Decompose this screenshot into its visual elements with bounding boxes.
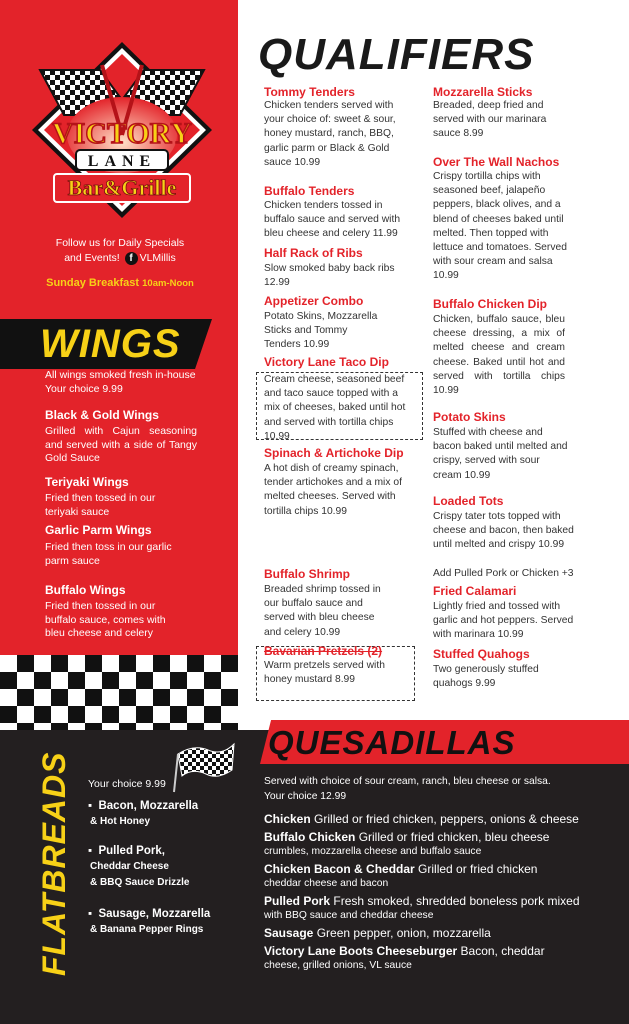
appetizer-desc: Lightly fried and tossed with garlic and hot peppers. Served with marinara 10.99	[433, 601, 574, 641]
checkered-flag-band	[0, 655, 238, 730]
quesadilla-sub: cheddar cheese and bacon	[264, 878, 389, 889]
wings-choice: Your choice 9.99	[45, 382, 123, 395]
quesadilla-desc: Bacon, cheddar	[460, 944, 545, 958]
appetizer-name: Spinach & Artichoke Dip	[264, 446, 404, 460]
appetizer-desc: Crispy tortilla chips with seasoned beef, jalapeño peppers, black olives, and a blend of cheeses baked until melted. Then topped with lettuce and tomatoes. Served with sour cream and salsa 10.99	[433, 171, 567, 282]
appetizer-name: Fried Calamari	[433, 584, 517, 598]
appetizer-desc: A hot dish of creamy spinach, tender artichokes and a mix of melted cheeses. Served with tortilla chips 10.99	[264, 463, 402, 517]
quesadilla-desc: Fresh smoked, shredded boneless pork mixed	[333, 894, 580, 908]
appetizer-name: Stuffed Quahogs	[433, 647, 530, 661]
flatbread-line1: Bacon, Mozzarella	[98, 800, 199, 812]
qualifiers-title: QUALIFIERS	[258, 30, 535, 79]
logo-lane-text: LANE	[87, 153, 157, 170]
quesadilla-item	[264, 925, 614, 941]
quesadilla-desc: Grilled or fried chicken	[418, 862, 538, 876]
wing-item-desc: Fried then toss in our garlic parm sauce	[45, 541, 172, 567]
facebook-icon: f	[125, 252, 138, 265]
flatbread-line1: Sausage, Mozzarella	[98, 908, 211, 920]
quesadilla-sub: with BBQ sauce and cheddar cheese	[264, 910, 434, 921]
appetizer-desc: Breaded, deep fried and served with our marinara sauce 8.99	[433, 100, 547, 140]
breakfast-label: Sunday Breakfast	[46, 277, 140, 289]
flatbread-line2: & Hot Honey	[90, 816, 150, 827]
wing-item-name: Teriyaki Wings	[45, 475, 129, 489]
quesadilla-desc: Grilled or fried chicken, bleu cheese	[358, 830, 550, 844]
flatbread-item: ▪ Bacon, Mozzarella & Hot Honey	[88, 798, 198, 830]
appetizer-name: Over The Wall Nachos	[433, 155, 560, 169]
appetizer-extra: Add Pulled Pork or Chicken +3	[433, 568, 574, 579]
quesadilla-item	[264, 893, 614, 922]
quesadillas-intro	[264, 775, 614, 804]
appetizer-name: Appetizer Combo	[264, 294, 364, 308]
quesadilla-name: Chicken	[264, 812, 311, 826]
quesadilla-desc: Grilled or fried chicken, peppers, onions & cheese	[314, 812, 579, 826]
quesadillas-choice: Your choice 12.99	[264, 790, 347, 802]
wing-item-name: Buffalo Wings	[45, 583, 126, 597]
quesadilla-name: Pulled Pork	[264, 894, 331, 908]
quesadilla-desc: Green pepper, onion, mozzarella	[316, 926, 491, 940]
quesadilla-name: Sausage	[264, 926, 314, 940]
quesadilla-item	[264, 861, 614, 890]
quesadilla-item	[264, 943, 614, 972]
flatbread-line2: & Banana Pepper Rings	[90, 924, 204, 935]
quesadilla-item	[264, 829, 614, 858]
wing-item-desc: Grilled with Cajun seasoning and served with a side of Tangy Gold Sauce	[45, 425, 197, 464]
appetizer-desc: Cream cheese, seasoned beef and taco sauce topped with a mix of cheeses, baked until hot and served with tortilla chips 10.99	[264, 374, 406, 442]
flatbread-line1: Pulled Pork,	[98, 845, 165, 857]
appetizer-desc: Stuffed with cheese and bacon baked until melted and crispy, served with sour cream 10.99	[433, 427, 568, 481]
wing-item-name: Black & Gold Wings	[45, 408, 159, 422]
social-line1: Follow us for Daily Specials	[55, 237, 185, 249]
appetizer-name: Mozzarella Sticks	[433, 85, 533, 99]
wing-item-name: Garlic Parm Wings	[45, 523, 152, 537]
appetizer-desc: Chicken tenders tossed in buffalo sauce and served with bleu cheese and celery 11.99	[264, 200, 401, 240]
appetizer-desc: Potato Skins, Mozzarella Sticks and Tommy Tenders 10.99	[264, 311, 378, 351]
quesadilla-name: Buffalo Chicken	[264, 830, 356, 844]
flatbreads-title: FLATBREADS	[36, 751, 72, 976]
quesadilla-sub: cheese, grilled onions, VL sauce	[264, 960, 412, 971]
social-line2	[20, 251, 220, 266]
wing-item-desc: Fried then tossed in our buffalo sauce, comes with bleu cheese and celery	[45, 600, 166, 639]
checkered-flag-icon	[172, 738, 236, 794]
appetizer-desc: Crispy tater tots topped with cheese and bacon, then baked until melted and crispy 10.99	[433, 511, 574, 551]
quesadilla-name: Victory Lane Boots Cheeseburger	[264, 944, 458, 958]
sunday-breakfast	[20, 277, 220, 289]
flatbreads-choice: Your choice 9.99	[88, 778, 166, 790]
appetizer-name: Buffalo Shrimp	[264, 567, 350, 581]
logo-victory-text: VICTORY	[51, 117, 193, 150]
wings-title: WINGS	[40, 322, 181, 366]
flatbread-item: ▪ Sausage, Mozzarella & Banana Pepper Rings	[88, 906, 210, 938]
flatbread-line2: Cheddar Cheese	[90, 861, 169, 872]
flatbread-item: ▪ Pulled Pork, Cheddar Cheese & BBQ Sauce Drizzle	[88, 843, 189, 891]
appetizer-desc: Warm pretzels served with honey mustard 8.99	[264, 660, 385, 686]
appetizer-name: Buffalo Tenders	[264, 184, 355, 198]
wing-item-desc: Fried then tossed in our teriyaki sauce	[45, 492, 156, 518]
appetizer-name: Tommy Tenders	[264, 85, 355, 99]
wings-intro-line: All wings smoked fresh in-house	[45, 369, 196, 381]
appetizer-name: Loaded Tots	[433, 494, 504, 508]
appetizer-desc: Breaded shrimp tossed in our buffalo sauce and served with bleu cheese and celery 10.99	[264, 584, 381, 638]
appetizer-name: Potato Skins	[433, 410, 506, 424]
breakfast-hours: 10am-Noon	[142, 278, 194, 289]
appetizer-desc: Two generously stuffed quahogs 9.99	[433, 664, 539, 690]
quesadilla-item	[264, 811, 614, 827]
logo-bar-grille-text: Bar&Grille	[67, 175, 177, 200]
victory-lane-logo	[30, 40, 214, 220]
appetizer-name: Victory Lane Taco Dip	[264, 355, 389, 369]
appetizer-desc: Chicken tenders served with your choice of: sweet & sour, honey mustard, ranch, BBQ, garlic parm or Black & Gold sauce 10.99	[264, 100, 396, 168]
wings-intro	[45, 369, 205, 396]
appetizer-desc: Chicken, buffalo sauce, bleu cheese dressing, a mix of melted cheese and cream cheese. Baked until hot and served with tortilla chips 10.99	[433, 314, 565, 397]
quesadilla-name: Chicken Bacon & Cheddar	[264, 862, 415, 876]
quesadilla-sub: crumbles, mozzarella cheese and buffalo sauce	[264, 846, 482, 857]
appetizer-desc: Slow smoked baby back ribs 12.99	[264, 263, 395, 289]
quesadillas-served: Served with choice of sour cream, ranch, bleu cheese or salsa.	[264, 776, 551, 787]
flatbread-line3: & BBQ Sauce Drizzle	[90, 877, 190, 888]
appetizer-name: Bavarian Pretzels (2)	[264, 644, 383, 658]
social-follow	[20, 236, 220, 266]
social-line2-prefix: and Events!	[64, 252, 120, 264]
appetizer-name: Half Rack of Ribs	[264, 246, 363, 260]
quesadillas-title: QUESADILLAS	[268, 724, 516, 761]
social-handle: VLMillis	[139, 252, 176, 264]
appetizer-name: Buffalo Chicken Dip	[433, 297, 548, 311]
